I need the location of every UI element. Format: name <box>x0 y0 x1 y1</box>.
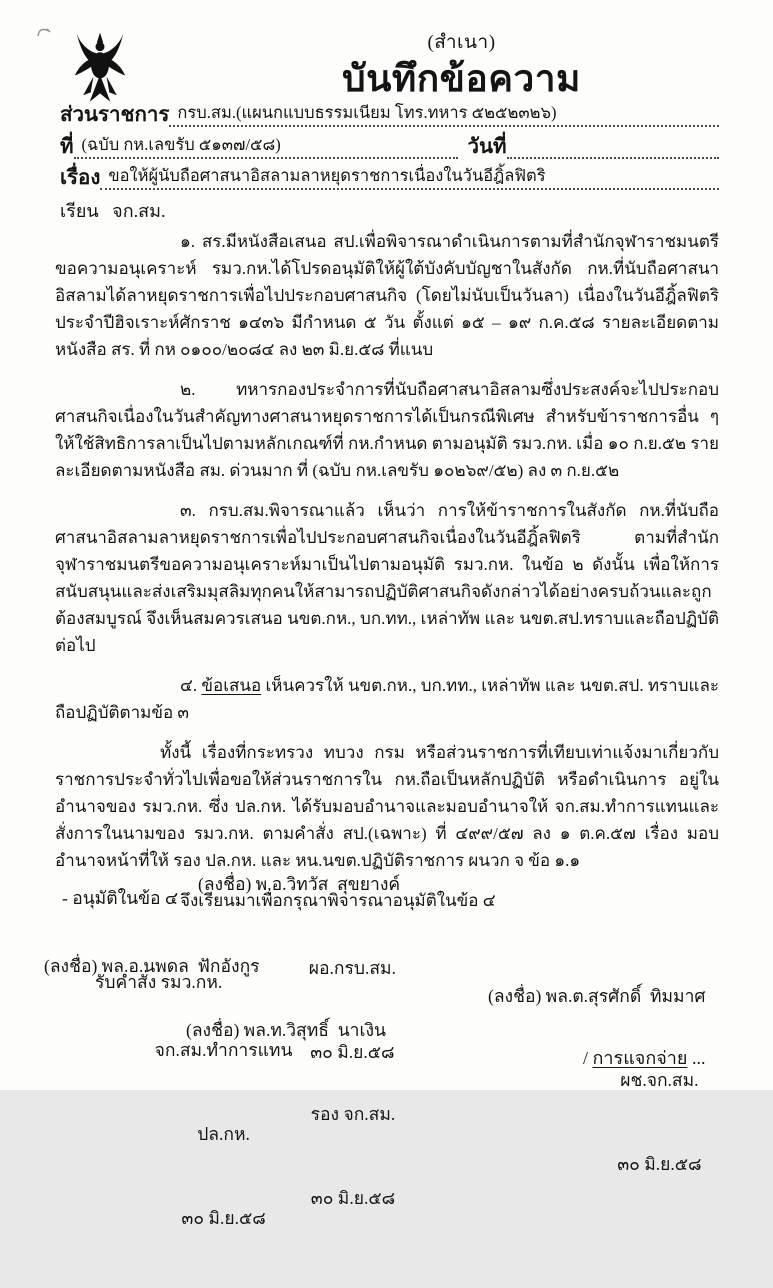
date-label: วันที่ <box>467 136 507 158</box>
paragraph-4 <box>55 672 719 726</box>
subject-value: ขอให้ผู้นับถือศาสนาอิสลามลาหยุดราชการเนื่องในวันอีฎิ้ลฟิตริ <box>100 165 719 190</box>
paragraph-1: ๑. สร.มีหนังสือเสนอ สป.เพื่อพิจารณาดำเนินการตามที่สำนักจุฬาราชมนตรีขอความอนุเคราะห์ รมว.กห.ได้โปรดอนุมัติให้ผู้ใต้บังคับบัญชาในสังกัด กห.ที่นับถือศาสนาอิสลามได้ลาหยุดราชการเพื่อไปประกอบศาสนกิจ (โดยไม่นับเป็นวันลา) เนื่องในวันอีฎิ้ลฟิตริ ประจำปีฮิจเราะห์ศักราช ๑๔๓๖ มีกำหนด ๕ วัน ตั้งแต่ ๑๕ – ๑๙ ก.ค.๕๘ รายละเอียดตามหนังสือ สร. ที่ กห ๐๑๐๐/๒๐๘๔ ลง ๒๓ มิ.ย.๕๘ ที่แนบ <box>55 232 719 359</box>
agency-label: ส่วนราชการ <box>60 104 170 126</box>
signature-block-deputy-director-general <box>186 960 451 1268</box>
signature-name: (ลงชื่อ) พล.ท.วิสุทธิ์ นาเงิน <box>186 1020 386 1040</box>
copy-notation: (สำเนา) <box>427 32 496 53</box>
salutation-recipient: จก.สม. <box>112 201 166 221</box>
paragraph-4-number: ๔. <box>180 676 202 695</box>
agency-value: กรบ.สม.(แผนกแบบธรรมเนียม โทร.ทหาร ๕๒๕๒๓๒๖) <box>169 102 719 127</box>
signature-date: ๓๐ มิ.ย.๕๘ <box>617 1154 702 1174</box>
signature-date: ๓๐ มิ.ย.๕๘ <box>181 1208 266 1228</box>
paragraph-3: ๓. กรบ.สม.พิจารณาแล้ว เห็นว่า การให้ข้าราชการในสังกัด กห.ที่นับถือศาสนาอิสลามลาหยุดราชการเพื่อไปประกอบศาสนกิจเนื่องในวันอีฎิ้ลฟิตริ ตามที่สำนักจุฬาราชมนตรีขอความอนุเคราะห์มาเป็นไปตามอนุมัติ รมว.กห. ในข้อ ๒ ดังนั้น เพื่อให้การสนับสนุนและส่งเสริมมุสลิมทุกคนให้สามารถปฏิบัติศาสนกิจดังกล่าวได้อย่างครบถ้วนและถูกต้องสมบูรณ์ จึงเห็นสมควรเสนอ นขต.กห., บก.ทท., เหล่าทัพ และ นขต.สป.ทราบและถือปฏิบัติต่อไป <box>55 501 719 655</box>
salutation <box>60 196 165 225</box>
memo-body <box>55 228 719 914</box>
continuation-word: การแจกจ่าย <box>592 1048 688 1068</box>
doc-number-value: (ฉบับ กห.เลขรับ ๕๑๓๗/๕๘) <box>74 134 458 159</box>
signature-date: ๓๐ มิ.ย.๕๘ <box>310 1188 396 1208</box>
signature-name: (ลงชื่อ) พล.ต.สุรศักดิ์ ทิมมาศ <box>488 986 706 1006</box>
signature-name: (ลงชื่อ) พล.อ.นพดล ฟักอังกูร <box>44 956 260 976</box>
signature-role: รอง จก.สม. <box>310 1104 396 1124</box>
approval-order-line: รับคำสั่ง รมว.กห. <box>95 972 223 992</box>
signature-role: จก.สม.ทำการแทน <box>154 1040 293 1060</box>
page-continuation-note <box>583 1043 705 1072</box>
signature-date: ๓๐ มิ.ย.๕๘ <box>310 1042 395 1062</box>
subject-row <box>60 161 719 190</box>
approval-line: - อนุมัติในข้อ ๔ <box>62 888 179 908</box>
document-title: บันทึกข้อความ <box>342 59 581 100</box>
salutation-gap <box>99 201 113 221</box>
closing-line: จึงเรียนมาเพื่อกรุณาพิจารณาอนุมัติในข้อ ๔ <box>180 891 496 910</box>
paragraph-2: ๒. ทหารกองประจำการที่นับถือศาสนาอิสลามซึ่งประสงค์จะไปประกอบศาสนกิจเนื่องในวันสำคัญทางศาสนาหยุดราชการได้เป็นกรณีพิเศษ สำหรับข้าราชการอื่น ๆ ให้ใช้สิทธิการลาเป็นไปตามหลักเกณฑ์ที่ กห.กำหนด ตามอนุมัติ รมว.กห. เมื่อ ๑๐ ก.ย.๕๒ รายละเอียดตามหนังสือ สม. ด่วนมาก ที่ (ฉบับ กห.เลขรับ ๑๐๒๖๙/๕๒) ลง ๓ ก.ย.๕๒ <box>55 380 719 480</box>
signature-block-assistant-director-general <box>488 926 760 1234</box>
doc-number-row <box>60 130 719 159</box>
signature-role: ผช.จก.สม. <box>620 1070 699 1090</box>
paragraph-4-topic: ข้อเสนอ <box>201 676 262 695</box>
signature-role-2: ปล.กห. <box>197 1124 250 1144</box>
date-value <box>507 156 719 159</box>
doc-number-label: ที่ <box>60 136 74 158</box>
salutation-label: เรียน <box>60 201 99 221</box>
subject-label: เรื่อง <box>60 167 101 189</box>
signature-role: ผอ.กรบ.สม. <box>308 958 396 978</box>
signature-name: (ลงชื่อ) พ.อ.วิทวัส สุขยางค์ <box>198 874 401 894</box>
paragraph-5: ทั้งนี้ เรื่องที่กระทรวง ทบวง กรม หรือส่วนราชการที่เทียบเท่าแจ้งมาเกี่ยวกับราชการประจำทั่วไปเพื่อขอให้ส่วนราชการใน กห.ถือเป็นหลักปฏิบัติ หรือดำเนินการ อยู่ในอำนาจของ รมว.กห. ซึ่ง ปล.กห. ได้รับมอบอำนาจและมอบอำนาจให้ จก.สม.ทำการแทนและสั่งการในนามของ รมว.กห. ตามคำสั่ง สป.(เฉพาะ) ที่ ๔๙๙/๕๗ ลง ๑ ต.ค.๕๗ เรื่อง มอบอำนาจหน้าที่ให้ รอง ปล.กห. และ หน.นขต.ปฏิบัติราชการ ผนวก จ ข้อ ๑.๑ <box>55 743 719 870</box>
continuation-ellipsis: ... <box>687 1048 706 1068</box>
paragraph-4-rest: เห็นควรให้ นขต.กห., บก.ทท., เหล่าทัพ และ นขต.สป. ทราบและถือปฏิบัติตามข้อ ๓ <box>55 676 719 722</box>
continuation-slash: / <box>583 1048 593 1068</box>
agency-row <box>60 98 719 127</box>
